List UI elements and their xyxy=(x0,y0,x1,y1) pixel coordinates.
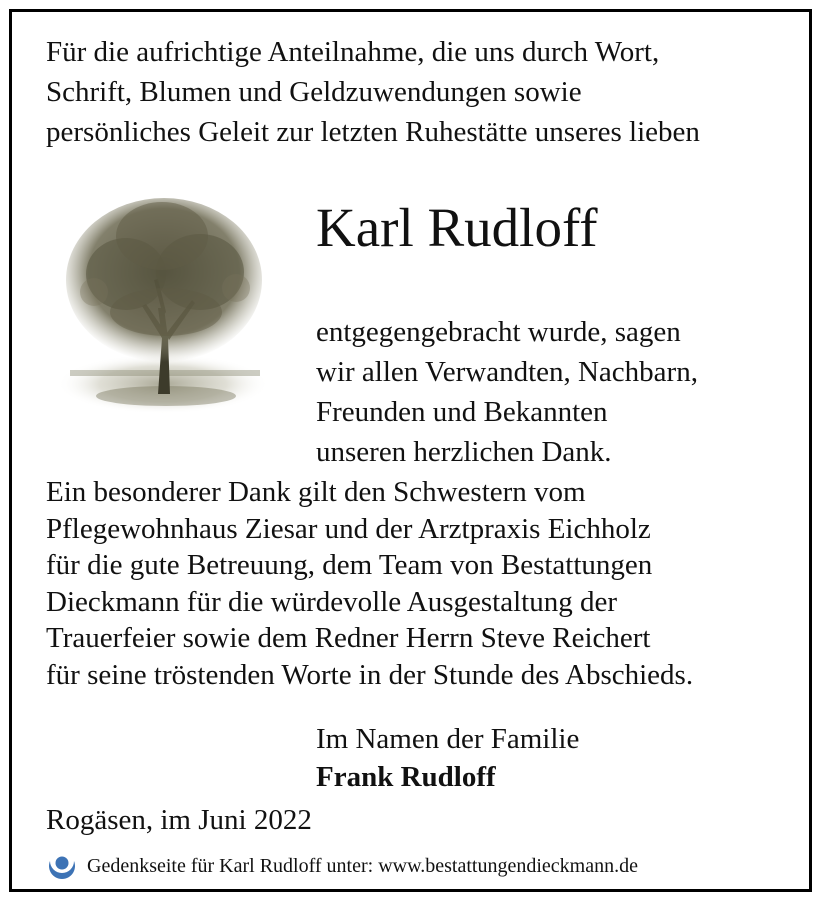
special-thanks-line: Pflegewohnhaus Ziesar und der Arztpraxis Eichholz xyxy=(46,512,651,545)
family-signatory: Frank Rudloff xyxy=(316,761,496,793)
tree-image xyxy=(54,188,272,420)
special-thanks-paragraph xyxy=(46,474,693,694)
memorial-page-footer xyxy=(45,848,638,884)
signoff-line: Im Namen der Familie xyxy=(316,723,580,755)
special-thanks-line: für die gute Betreuung, dem Team von Bestattungen xyxy=(46,549,653,582)
thanks-line: unseren herzlichen Dank. xyxy=(316,436,612,468)
intro-line: Für die aufrichtige Anteilnahme, die uns durch Wort, xyxy=(46,36,660,68)
thanks-line: Freunden und Bekannten xyxy=(316,396,608,428)
place-date: Rogäsen, im Juni 2022 xyxy=(46,804,312,836)
thanks-line: wir allen Verwandten, Nachbarn, xyxy=(316,356,698,388)
intro-line: persönliches Geleit zur letzten Ruhestätte unseres lieben xyxy=(46,116,700,148)
special-thanks-line: Ein besonderer Dank gilt den Schwestern vom xyxy=(46,476,586,508)
memorial-page-text: Gedenkseite für Karl Rudloff unter: www.bestattungendieckmann.de xyxy=(87,854,638,877)
crescent-circle-logo-icon xyxy=(45,849,79,883)
special-thanks-line: für seine tröstenden Worte in der Stunde des Abschieds. xyxy=(46,658,694,691)
intro-line: Schrift, Blumen und Geldzuwendungen sowie xyxy=(46,76,582,108)
signoff xyxy=(316,720,579,796)
thanks-line: entgegengebracht wurde, sagen xyxy=(316,316,681,348)
special-thanks-line: Dieckmann für die würdevolle Ausgestaltung der xyxy=(46,585,617,618)
deceased-name: Karl Rudloff xyxy=(316,197,598,258)
special-thanks-line: Trauerfeier sowie dem Redner Herrn Steve Reichert xyxy=(46,622,651,655)
intro-paragraph xyxy=(46,32,786,152)
thanks-paragraph xyxy=(316,312,698,472)
